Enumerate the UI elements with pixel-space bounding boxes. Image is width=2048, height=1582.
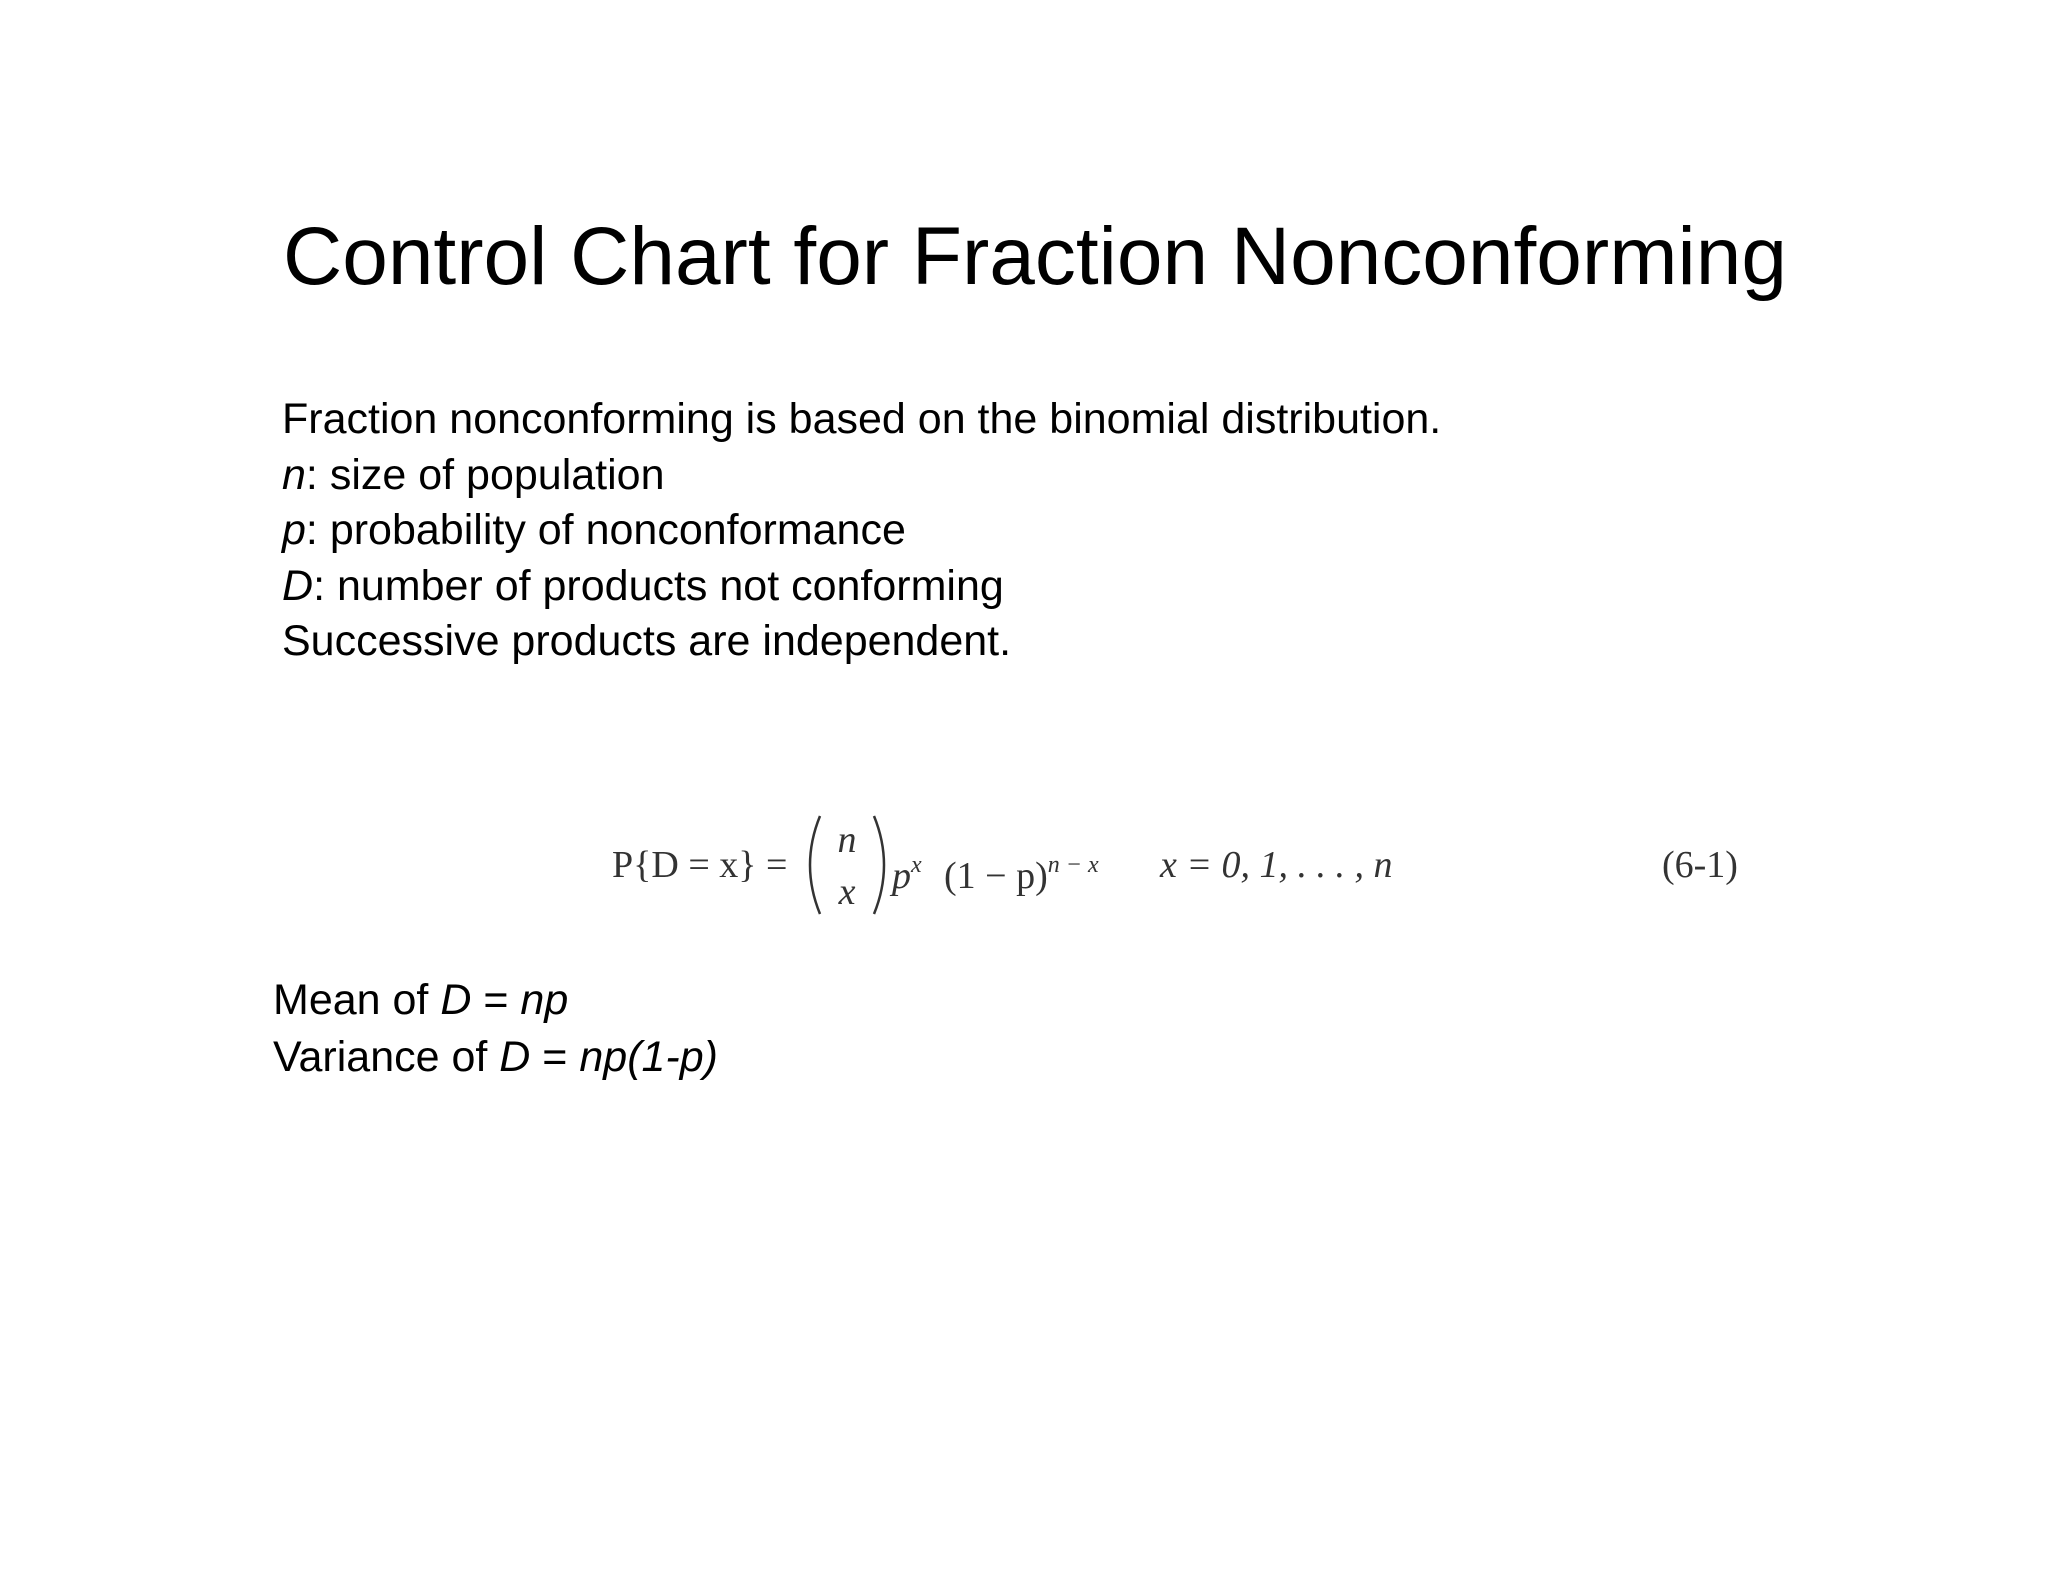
binomial-bottom: x — [838, 871, 856, 913]
slide-title: Control Chart for Fraction Nonconforming — [283, 211, 1787, 302]
definition-independence: Successive products are independent. — [282, 617, 1012, 665]
variance-equals: = — [530, 1033, 580, 1081]
definition-p — [282, 503, 1441, 559]
equation-p-base: p — [892, 855, 911, 897]
symbol-n: n — [282, 450, 306, 499]
symbol-p: p — [282, 506, 306, 554]
equation-lhs: P{D = x} = — [612, 844, 788, 886]
symbol-d: D — [282, 561, 314, 610]
variance-value: np(1-p) — [579, 1033, 718, 1081]
binomial-coefficient — [802, 810, 892, 920]
equation-number: (6-1) — [1662, 844, 1738, 886]
equation-complement-exponent: n − x — [1047, 852, 1099, 878]
distribution-stats — [273, 972, 718, 1086]
equation-range: x = 0, 1, . . . , n — [1160, 844, 1393, 886]
variance-line — [273, 1029, 718, 1086]
binomial-top: n — [837, 819, 857, 861]
definition-d-text: : number of products not conforming — [313, 561, 1004, 610]
variance-symbol: D — [499, 1033, 531, 1081]
definition-n — [282, 448, 1441, 504]
mean-equals: = — [471, 976, 521, 1024]
definition-d — [282, 559, 1441, 615]
mean-symbol: D — [440, 976, 472, 1024]
definition-p-text: : probability of nonconformance — [305, 506, 906, 554]
variance-label: Variance of — [273, 1033, 500, 1081]
definition-n-text: : size of population — [305, 450, 665, 499]
equation-complement-base: (1 − p) — [944, 855, 1048, 897]
mean-line — [273, 972, 718, 1029]
mean-label: Mean of — [273, 976, 441, 1024]
equation-p-exponent: x — [911, 852, 922, 878]
mean-value: np — [520, 976, 569, 1024]
definitions-list — [282, 392, 1441, 670]
definition-binomial: Fraction nonconforming is based on the binomial distribution. — [282, 395, 1442, 443]
equation-p-power — [892, 810, 922, 931]
equation-complement — [944, 810, 1099, 931]
